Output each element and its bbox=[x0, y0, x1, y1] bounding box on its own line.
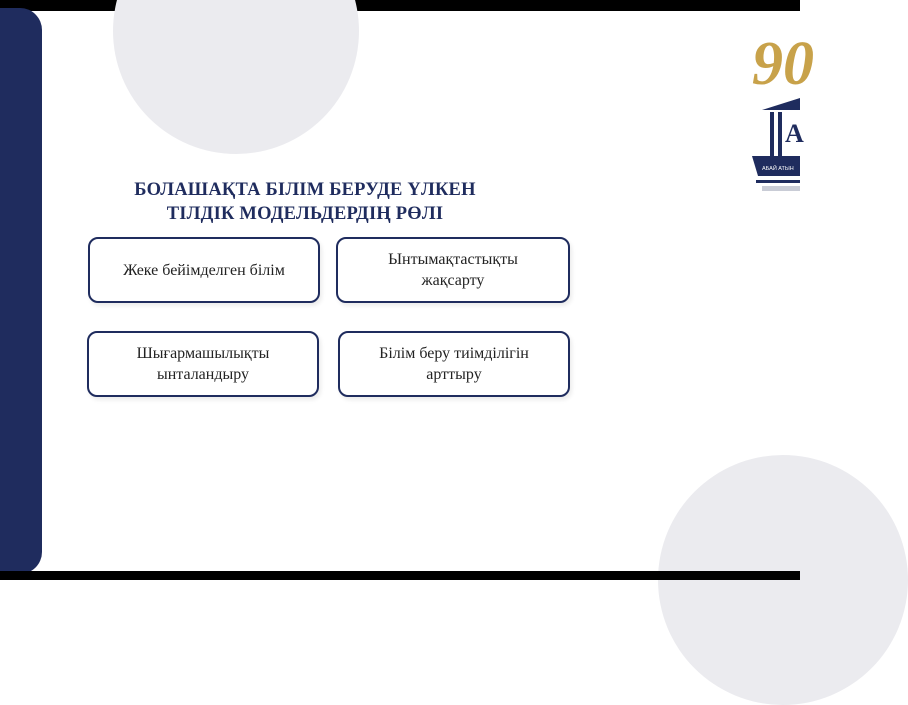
side-navy-band bbox=[0, 8, 42, 574]
slide-title bbox=[100, 178, 510, 226]
card-increase-efficiency bbox=[338, 331, 570, 397]
slide-title-line-2: ТІЛДІК МОДЕЛЬДЕРДІҢ РӨЛІ bbox=[166, 204, 444, 224]
decor-circle-top bbox=[113, 0, 359, 154]
card-text: Шығармашылықты bbox=[136, 345, 270, 362]
card-text: ынталандыру bbox=[156, 366, 250, 383]
logo-base-line bbox=[756, 180, 800, 183]
card-text: Жеке бейімделген білім bbox=[123, 261, 285, 279]
logo-initial: А bbox=[785, 119, 804, 148]
card-improve-collaboration bbox=[336, 237, 570, 303]
card-text: жақсарту bbox=[421, 272, 485, 289]
logo-column bbox=[778, 112, 782, 156]
bottom-letterbox-bar bbox=[0, 571, 800, 580]
card-text: Білім беру тиімділігін bbox=[379, 345, 529, 362]
card-stimulate-creativity bbox=[87, 331, 319, 397]
logo-roof bbox=[762, 98, 800, 110]
slide-title-line-1: БОЛАШАҚТА БІЛІМ БЕРУДЕ ҮЛКЕН bbox=[134, 180, 476, 200]
logo-numeral: 90 bbox=[752, 30, 814, 98]
logo-column bbox=[770, 112, 774, 156]
decor-circle-bottom bbox=[658, 455, 908, 705]
card-personalized-learning bbox=[88, 237, 320, 303]
card-text: арттыру bbox=[426, 366, 482, 383]
university-logo-icon bbox=[748, 14, 814, 214]
logo-banner-text: АБАЙ АТЫН bbox=[762, 166, 794, 172]
logo-base-caption bbox=[762, 186, 800, 191]
card-text: Ынтымақтастықты bbox=[388, 251, 518, 268]
